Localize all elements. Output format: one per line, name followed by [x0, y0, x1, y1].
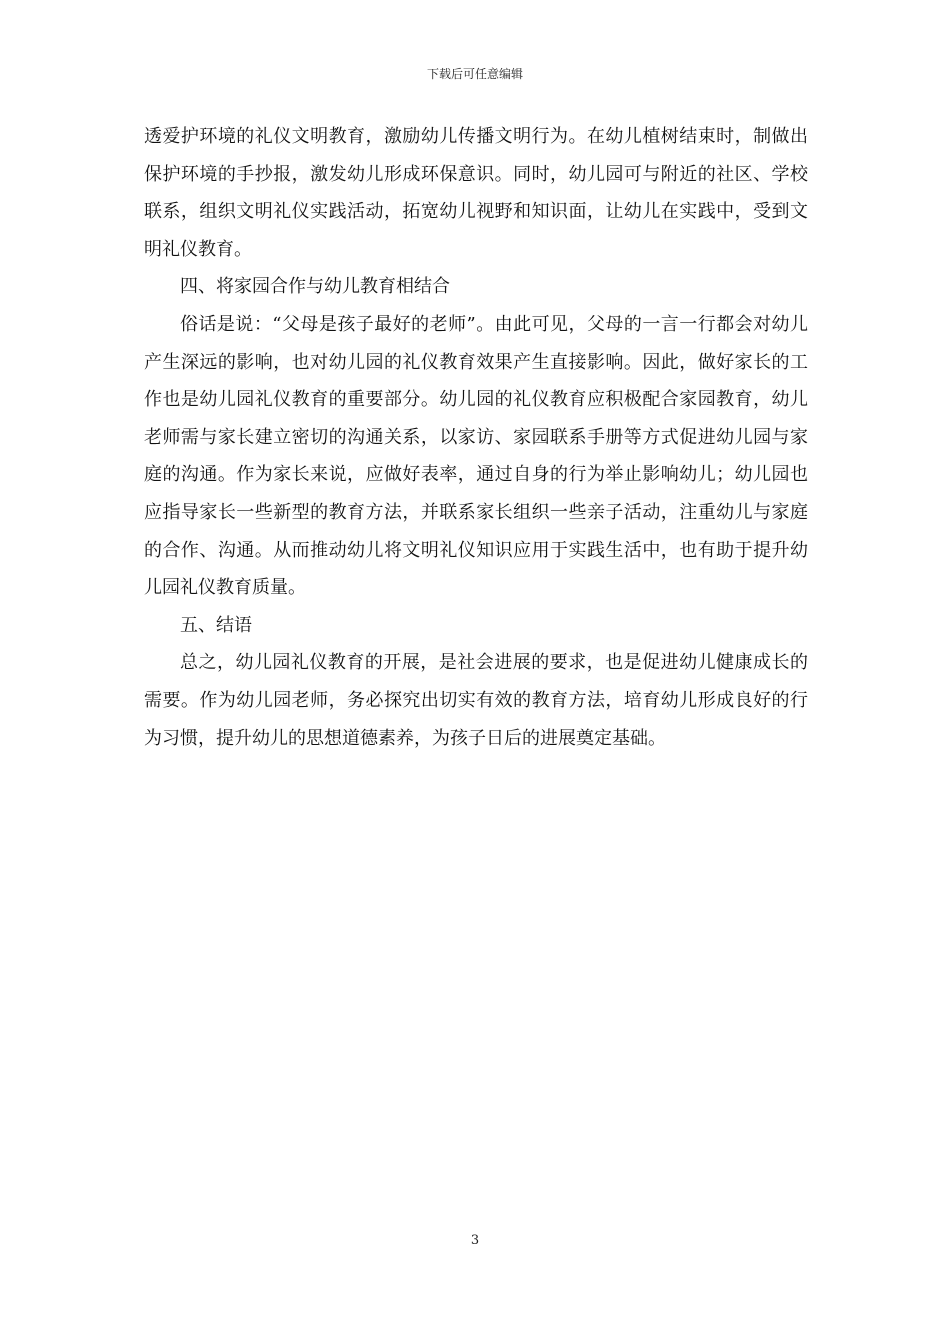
section-heading-four: 四、将家园合作与幼儿教育相结合: [180, 276, 450, 298]
body-paragraph-home-cooperation: 俗话是说：“父母是孩子最好的老师”。由此可见，父母的一言一行都会对幼儿产生深远的影响，也对幼儿园的礼仪教育效果产生直接影响。因此，做好家长的工作也是幼儿园礼仪教育的重要部分。幼儿园的礼仪教育应积极配合家园教育，幼儿老师需与家长建立密切的沟通关系，以家访、家园联系手册等方式促进幼儿园与家庭的沟通。作为家长来说，应做好表率，通过自身的行为举止影响幼儿；幼儿园也应指导家长一些新型的教育方法，并联系家长组织一些亲子活动，注重幼儿与家庭的合作、沟通。从而推动幼儿将文明礼仪知识应用于实践生活中，也有助于提升幼儿园礼仪教育质量。: [144, 313, 808, 599]
page-header: 下载后可任意编辑: [426, 67, 523, 81]
body-paragraph-continued: 透爱护环境的礼仪文明教育，激励幼儿传播文明行为。在幼儿植树结束时，制做出保护环境的手抄报，激发幼儿形成环保意识。同时，幼儿园可与附近的社区、学校联系，组织文明礼仪实践活动，拓宽幼儿视野和知识面，让幼儿在实践中，受到文明礼仪教育。: [144, 126, 808, 260]
page-number: 3: [470, 1233, 480, 1248]
section-heading-five: 五、结语: [180, 614, 252, 636]
body-paragraph-conclusion: 总之，幼儿园礼仪教育的开展，是社会进展的要求，也是促进幼儿健康成长的需要。作为幼儿园老师，务必探究出切实有效的教育方法，培育幼儿形成良好的行为习惯，提升幼儿的思想道德素养，为孩子日后的进展奠定基础。: [144, 652, 808, 749]
document-body: [144, 118, 808, 757]
